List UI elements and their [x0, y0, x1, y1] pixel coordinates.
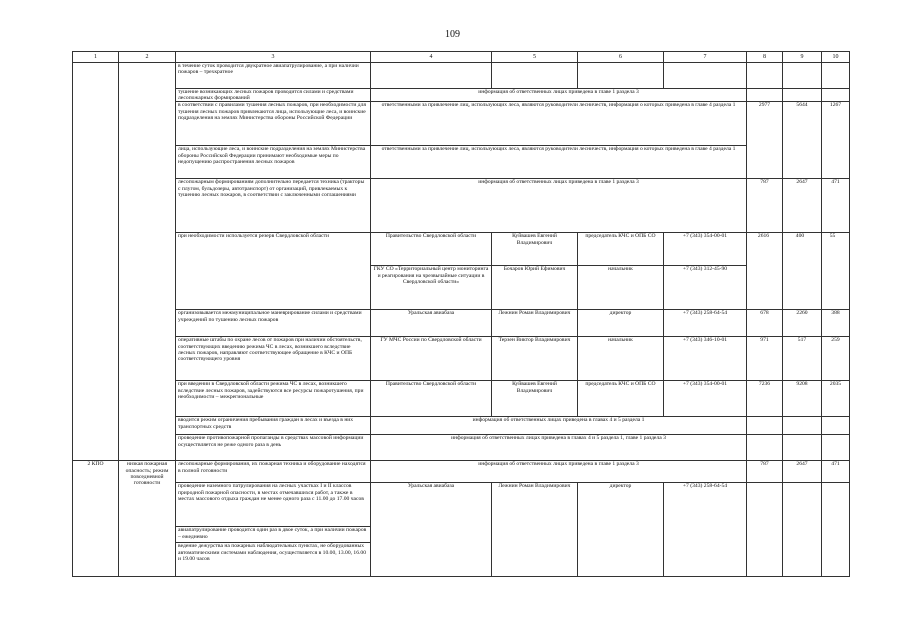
- table-row: [73, 461, 850, 483]
- empty-cell: [73, 63, 119, 461]
- value-cell: 5644: [783, 102, 822, 179]
- measure-cell: тушение возникающих лесных пожаров проводится силами и средствами лесопожарных формирований: [176, 89, 371, 102]
- phone-cell: +7 (343) 312-45-90: [664, 266, 747, 310]
- measure-cell: ведение дежурства на пожарных наблюдательных пунктах, не оборудованных автоматическими системами наблюдения, осуществляется в 10.00, 13.00, 16.00 и 19.00 часов: [176, 543, 371, 577]
- header-cell: 10: [822, 52, 850, 63]
- value-cell: 517: [783, 337, 822, 381]
- measure-cell: лесопожарным формированиям дополнительно передается техника (тракторы с плугом, бульдозеры, автотранспорт) от организаций, привлекаемых к тушению лесных пожаров, в соответствии с заключенными соглашениями: [176, 179, 371, 233]
- fire-response-table: [72, 51, 850, 577]
- responsible-info-cell: информация об ответственных лицах приведена в главе 1 раздела 3: [371, 461, 747, 483]
- empty-cell: [119, 63, 176, 461]
- class-cell: 2 КПО: [73, 461, 119, 577]
- value-cell: 1267: [822, 102, 850, 179]
- table-row: [73, 337, 850, 381]
- header-row: [73, 52, 850, 63]
- value-cell: 55***: [822, 233, 850, 310]
- value-cell: 2977: [747, 102, 783, 179]
- value-cell: 471: [822, 461, 850, 483]
- header-cell: 3: [176, 52, 371, 63]
- value-cell: 400**: [783, 233, 822, 310]
- phone-cell: +7 (343) 354-00-01: [664, 233, 747, 266]
- organization-cell: ГКУ СО «Территориальный центр мониторинга и реагирования на чрезвычайные ситуации в Свердловской области»: [371, 266, 492, 310]
- value-cell: 471: [822, 179, 850, 233]
- person-cell: Терзен Виктор Владимирович: [492, 337, 578, 381]
- organization-cell: Уральская авиабаза: [371, 483, 492, 577]
- measure-cell: при необходимости используется резерв Свердловской области: [176, 233, 371, 310]
- position-cell: председатель КЧС и ОПБ СО: [578, 233, 664, 266]
- measure-cell: лесопожарные формирования, их пожарная техника и оборудование находятся в полной готовности: [176, 461, 371, 483]
- table-row: [73, 310, 850, 337]
- measure-cell: оперативные штабы по охране лесов от пожаров при наличии обстоятельств, соответствующих введению режима ЧС в лесах, возникшего вследствие лесных пожаров, направляют соответствующее обращение в КЧС и ОПБ соответствующего уровня: [176, 337, 371, 381]
- organization-cell: Уральская авиабаза: [371, 310, 492, 337]
- phone-cell: +7 (343) 258-64-54: [664, 483, 747, 577]
- table-row: [73, 417, 850, 435]
- page-number: 109: [445, 29, 460, 40]
- table-row: [73, 102, 850, 146]
- responsible-info-cell: информация об ответственных лицах приведена в главах 4 и 5 раздела 1, главе 1 раздела 3: [371, 435, 747, 461]
- position-cell: директор: [578, 483, 664, 577]
- danger-level-cell: низкая пожарная опасность; режим повседневной готовности: [119, 461, 176, 577]
- person-cell: Бочаров Юрий Ефимович: [492, 266, 578, 310]
- value-cell: 9208: [783, 381, 822, 417]
- table-row: [73, 63, 850, 89]
- measure-cell: организовывается межмуниципальное маневрирование силами и средствами учреждений по тушению лесных пожаров: [176, 310, 371, 337]
- responsible-info-cell: информация об ответственных лицах приведена в главе 1 раздела 3: [371, 179, 747, 233]
- measure-cell: проведение противопожарной пропаганды в средствах массовой информации осуществляется не реже одного раза в день: [176, 435, 371, 461]
- position-cell: начальник: [578, 337, 664, 381]
- value-cell: 259: [822, 337, 850, 381]
- value-cell: 2035: [822, 381, 850, 417]
- value-cell: 2616*: [747, 233, 783, 310]
- position-cell: председатель КЧС и ОПБ СО: [578, 381, 664, 417]
- responsible-info-cell: информация об ответственных лицах приведена в главах 4 и 5 раздела 1: [371, 417, 747, 435]
- value-cell: 787: [747, 179, 783, 233]
- person-cell: Куйвашев Евгений Владимирович: [492, 381, 578, 417]
- person-cell: Лежнин Роман Владимирович: [492, 483, 578, 577]
- measure-cell: в течение суток проводится двукратное авиапатрулирование, а при наличии пожаров – трехкратное: [176, 63, 371, 89]
- table-row: [73, 89, 850, 102]
- footnote-mark: *: [769, 232, 772, 236]
- organization-cell: Правительство Свердловской области: [371, 381, 492, 417]
- position-cell: директор: [578, 310, 664, 337]
- header-cell: 5: [492, 52, 578, 63]
- header-cell: 8: [747, 52, 783, 63]
- organization-cell: Правительство Свердловской области: [371, 233, 492, 266]
- person-cell: Куйвашев Евгений Владимирович: [492, 233, 578, 266]
- measure-cell: лица, использующие леса, и воинские подразделения на землях Министерства обороны Российской Федерации принимают необходимые меры по недопущению распространения лесных пожаров: [176, 146, 371, 179]
- value-cell: 2647: [783, 461, 822, 483]
- header-cell: 2: [119, 52, 176, 63]
- responsible-info-cell: ответственными за привлечение лиц, использующих леса, являются руководители лесничеств, информация о которых приведена в главе 4 раздела 1: [371, 146, 747, 179]
- header-cell: 7: [664, 52, 747, 63]
- responsible-info-cell: информация об ответственных лицах приведена в главе 1 раздела 3: [371, 89, 747, 102]
- table-row: [73, 146, 850, 179]
- table-row: [73, 483, 850, 527]
- table-row: [73, 179, 850, 233]
- value-cell: 678: [747, 310, 783, 337]
- table-row: [73, 233, 850, 266]
- value-cell: 7236: [747, 381, 783, 417]
- header-cell: 1: [73, 52, 119, 63]
- header-cell: 4: [371, 52, 492, 63]
- measure-cell: в соответствии с правилами тушения лесных пожаров, при необходимости для тушения лесных пожаров привлекаются лица, использующие леса, и воинские подразделения на землях Министерства обороны Российской Федерации: [176, 102, 371, 146]
- value-cell: 2647: [783, 179, 822, 233]
- measure-cell: авиапатрулирование проводится один раз в двое суток, а при наличии пожаров – ежедневно: [176, 527, 371, 543]
- phone-cell: +7 (343) 258-64-54: [664, 310, 747, 337]
- value-cell: 388: [822, 310, 850, 337]
- measure-cell: при введении в Свердловской области режима ЧС в лесах, возникшего вследствие лесных пожаров, задействуются все ресурсы пожаротушения, при необходимости – межрегиональные: [176, 381, 371, 417]
- value-cell: 787: [747, 461, 783, 483]
- table-row: [73, 381, 850, 417]
- measure-cell: вводится режим ограничения пребывания граждан в лесах и въезда в них транспортных средств: [176, 417, 371, 435]
- position-cell: начальник: [578, 266, 664, 310]
- measure-cell: проведение наземного патрулирования на лесных участках I и II классов природной пожарной опасности, в местах отмечавшихся работ, а также в местах массового отдыха граждан не менее одного раза с 11.00 до 17.00 часов: [176, 483, 371, 527]
- phone-cell: +7 (343) 354-00-01: [664, 381, 747, 417]
- phone-cell: +7 (343) 346-10-01: [664, 337, 747, 381]
- table-row: [73, 435, 850, 461]
- footnote-mark: ***: [835, 232, 842, 236]
- header-cell: 9: [783, 52, 822, 63]
- value-cell: 2260: [783, 310, 822, 337]
- footnote-mark: **: [804, 232, 809, 236]
- value-cell: 971: [747, 337, 783, 381]
- person-cell: Лежнин Роман Владимирович: [492, 310, 578, 337]
- organization-cell: ГУ МЧС России по Свердловской области: [371, 337, 492, 381]
- responsible-info-cell: ответственными за привлечение лиц, использующих леса, являются руководители лесничеств, информация о которых приведена в главе 4 раздела 1: [371, 102, 747, 146]
- header-cell: 6: [578, 52, 664, 63]
